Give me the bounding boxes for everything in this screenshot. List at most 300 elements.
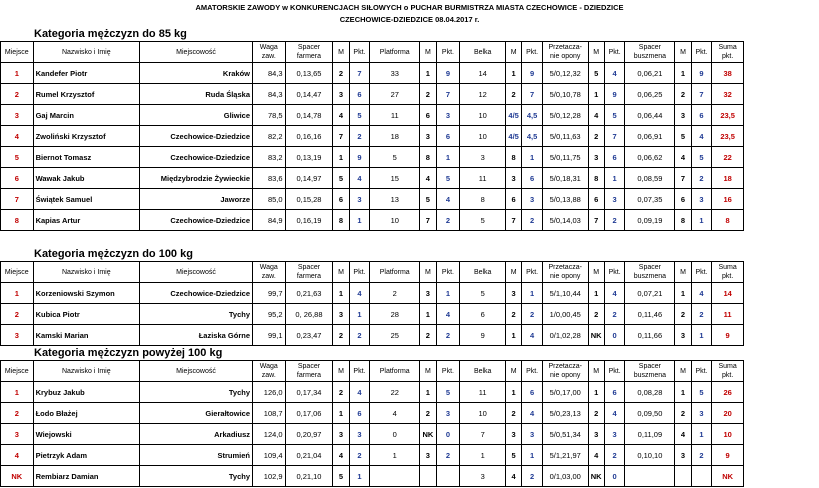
cell-weight: 126,0 (253, 382, 286, 403)
cell-m5: 5 (675, 126, 691, 147)
cell-weight: 84,3 (253, 84, 286, 105)
cell-m1: 3 (333, 304, 349, 325)
cell-city: Gierałtowice (140, 403, 253, 424)
cell-name: Kubica Piotr (33, 304, 139, 325)
cell-weight: 95,2 (253, 304, 286, 325)
cell-m3: 4/5 (506, 105, 522, 126)
cell-pts4: 4 (604, 283, 625, 304)
column-header-pts4: Pkt. (604, 361, 625, 382)
cell-tire-flip: 5/0,14,03 (542, 210, 588, 231)
column-header-pts3: Pkt. (522, 262, 543, 283)
cell-name: Świątek Samuel (33, 189, 139, 210)
cell-name: Zwoliński Krzysztof (33, 126, 139, 147)
cell-name: Kamski Marian (33, 325, 139, 346)
cell-pts5: 2 (691, 168, 712, 189)
column-header-m5: M (675, 262, 691, 283)
cell-pts4: 3 (604, 189, 625, 210)
cell-m4: 1 (588, 382, 604, 403)
cell-bar: 12 (460, 84, 506, 105)
cell-pts1: 4 (349, 168, 370, 189)
cell-m3: 1 (506, 63, 522, 84)
table-row (1, 403, 744, 424)
cell-bar: 3 (460, 147, 506, 168)
cell-bushman-walk: 0,11,09 (625, 424, 675, 445)
cell-m1: 7 (333, 126, 349, 147)
cell-pts3: 2 (522, 466, 543, 487)
cell-total: 20 (712, 403, 744, 424)
cell-m3: 3 (506, 168, 522, 189)
cell-tire-flip: 5/0,12,32 (542, 63, 588, 84)
cell-weight: 83,2 (253, 147, 286, 168)
cell-name: Gaj Marcin (33, 105, 139, 126)
cell-pts5: 5 (691, 382, 712, 403)
results-table-over100 (0, 360, 744, 487)
cell-pts4: 0 (604, 466, 625, 487)
cell-platform: 33 (370, 63, 420, 84)
column-header-platform: Platforma (370, 262, 420, 283)
cell-place: 2 (1, 403, 34, 424)
cell-tire-flip: 5/0,11,75 (542, 147, 588, 168)
cell-platform: 27 (370, 84, 420, 105)
cell-m3: 3 (506, 283, 522, 304)
column-header-m3: M (506, 361, 522, 382)
cell-city: Kraków (140, 63, 253, 84)
cell-m5: 6 (675, 189, 691, 210)
cell-m3: 2 (506, 304, 522, 325)
cell-pts1: 3 (349, 424, 370, 445)
cell-platform: 2 (370, 283, 420, 304)
cell-pts3: 4,5 (522, 105, 543, 126)
cell-pts2: 3 (436, 105, 460, 126)
cell-total: 32 (712, 84, 744, 105)
table-row (1, 126, 744, 147)
cell-pts5: 7 (691, 84, 712, 105)
cell-m2: 8 (420, 147, 436, 168)
category-title-100: Kategoria mężczyzn do 100 kg (34, 248, 193, 260)
column-header-m3: M (506, 42, 522, 63)
column-header-total: Suma pkt. (712, 361, 744, 382)
cell-pts3: 2 (522, 210, 543, 231)
cell-m2: 4 (420, 168, 436, 189)
cell-place: 1 (1, 382, 34, 403)
cell-m5: 2 (675, 304, 691, 325)
cell-total: 23,5 (712, 126, 744, 147)
cell-name: Kapias Artur (33, 210, 139, 231)
table-row (1, 382, 744, 403)
cell-place: 7 (1, 189, 34, 210)
cell-pts1: 2 (349, 126, 370, 147)
cell-name: Rembiarz Damian (33, 466, 139, 487)
cell-pts1: 1 (349, 304, 370, 325)
cell-farmer-walk: 0,23,47 (285, 325, 333, 346)
column-header-tire-flip: Przetacza-nie opony (542, 262, 588, 283)
cell-weight: 78,5 (253, 105, 286, 126)
results-table-100 (0, 261, 744, 346)
table-header-row (1, 262, 744, 283)
cell-m4: 3 (588, 147, 604, 168)
column-header-bar: Belka (460, 262, 506, 283)
cell-place: 1 (1, 283, 34, 304)
cell-tire-flip: 5/0,10,78 (542, 84, 588, 105)
cell-m4: NK (588, 466, 604, 487)
cell-bushman-walk: 0,06,25 (625, 84, 675, 105)
cell-bar: 10 (460, 403, 506, 424)
cell-weight: 82,2 (253, 126, 286, 147)
cell-m1: 1 (333, 147, 349, 168)
column-header-m1: M (333, 361, 349, 382)
cell-city: Ruda Śląska (140, 84, 253, 105)
column-header-farmer-walk: Spacer farmera (285, 42, 333, 63)
cell-place: NK (1, 466, 34, 487)
cell-m2: NK (420, 424, 436, 445)
table-row (1, 445, 744, 466)
cell-m2: 6 (420, 105, 436, 126)
cell-total: 14 (712, 283, 744, 304)
table-row (1, 325, 744, 346)
cell-pts5: 5 (691, 147, 712, 168)
cell-weight: 84,9 (253, 210, 286, 231)
cell-m3: 4/5 (506, 126, 522, 147)
cell-farmer-walk: 0, 26,88 (285, 304, 333, 325)
column-header-pts3: Pkt. (522, 42, 543, 63)
cell-bushman-walk: 0,11,66 (625, 325, 675, 346)
cell-pts4: 3 (604, 424, 625, 445)
cell-platform: 11 (370, 105, 420, 126)
cell-pts1: 6 (349, 403, 370, 424)
cell-pts3: 1 (522, 445, 543, 466)
cell-farmer-walk: 0,13,65 (285, 63, 333, 84)
cell-m2: 2 (420, 84, 436, 105)
cell-pts1: 4 (349, 283, 370, 304)
table-row (1, 63, 744, 84)
column-header-place: Miejsce (1, 361, 34, 382)
column-header-m5: M (675, 42, 691, 63)
cell-pts2: 2 (436, 325, 460, 346)
table-row (1, 105, 744, 126)
cell-m4: 4 (588, 105, 604, 126)
cell-platform: 0 (370, 424, 420, 445)
cell-m5: 3 (675, 105, 691, 126)
cell-m2: 3 (420, 126, 436, 147)
column-header-m4: M (588, 42, 604, 63)
cell-weight: 83,6 (253, 168, 286, 189)
table-header-row (1, 42, 744, 63)
column-header-pts2: Pkt. (436, 361, 460, 382)
cell-weight: 85,0 (253, 189, 286, 210)
cell-bushman-walk: 0,06,62 (625, 147, 675, 168)
table-row (1, 283, 744, 304)
cell-m3: 3 (506, 424, 522, 445)
column-header-m2: M (420, 361, 436, 382)
cell-pts1: 7 (349, 63, 370, 84)
cell-pts2: 1 (436, 283, 460, 304)
cell-m4: 2 (588, 403, 604, 424)
cell-city: Arkadiusz (140, 424, 253, 445)
cell-m5: 4 (675, 147, 691, 168)
cell-m4: 4 (588, 445, 604, 466)
cell-m3: 1 (506, 325, 522, 346)
cell-pts5: 2 (691, 304, 712, 325)
cell-m2: 2 (420, 403, 436, 424)
cell-platform: 18 (370, 126, 420, 147)
cell-bar: 5 (460, 210, 506, 231)
cell-city: Tychy (140, 304, 253, 325)
cell-name: Kandefer Piotr (33, 63, 139, 84)
cell-m2: 2 (420, 325, 436, 346)
cell-pts2: 6 (436, 126, 460, 147)
cell-pts2: 9 (436, 63, 460, 84)
cell-pts3: 1 (522, 147, 543, 168)
cell-platform: 4 (370, 403, 420, 424)
cell-platform: 22 (370, 382, 420, 403)
cell-pts5: 1 (691, 424, 712, 445)
column-header-bar: Belka (460, 361, 506, 382)
cell-farmer-walk: 0,14,47 (285, 84, 333, 105)
cell-total: 11 (712, 304, 744, 325)
cell-place: 6 (1, 168, 34, 189)
cell-bar: 14 (460, 63, 506, 84)
cell-total: NK (712, 466, 744, 487)
cell-place: 1 (1, 63, 34, 84)
event-title: AMATORSKIE ZAWODY w KONKURENCJACH SIŁOWYCH o PUCHAR BURMISTRZA MIASTA CZECHOWICE - DZIEDZICE (195, 3, 624, 12)
cell-tire-flip: 5/0,51,34 (542, 424, 588, 445)
table-row (1, 147, 744, 168)
cell-m5: 3 (675, 325, 691, 346)
cell-pts1: 4 (349, 382, 370, 403)
cell-pts3: 4 (522, 403, 543, 424)
table-row (1, 210, 744, 231)
cell-m2: 3 (420, 283, 436, 304)
cell-tire-flip: 5/0,23,13 (542, 403, 588, 424)
cell-city: Czechowice-Dziedzice (140, 126, 253, 147)
cell-tire-flip: 5/0,11,63 (542, 126, 588, 147)
table-row (1, 304, 744, 325)
cell-m3: 4 (506, 466, 522, 487)
cell-farmer-walk: 0,21,63 (285, 283, 333, 304)
cell-pts4: 1 (604, 168, 625, 189)
column-header-m2: M (420, 262, 436, 283)
cell-pts4: 7 (604, 126, 625, 147)
cell-city: Czechowice-Dziedzice (140, 147, 253, 168)
cell-pts3: 1 (522, 283, 543, 304)
cell-bushman-walk: 0,07,21 (625, 283, 675, 304)
column-header-m2: M (420, 42, 436, 63)
cell-total: 23,5 (712, 105, 744, 126)
cell-m4: 3 (588, 424, 604, 445)
column-header-city: Miejscowość (140, 361, 253, 382)
cell-total: 8 (712, 210, 744, 231)
cell-m5: 1 (675, 382, 691, 403)
cell-bushman-walk: 0,06,21 (625, 63, 675, 84)
column-header-m5: M (675, 361, 691, 382)
cell-m3: 2 (506, 403, 522, 424)
cell-pts5: 2 (691, 445, 712, 466)
cell-pts3: 6 (522, 168, 543, 189)
column-header-m4: M (588, 361, 604, 382)
cell-platform: 15 (370, 168, 420, 189)
cell-bushman-walk: 0,08,28 (625, 382, 675, 403)
cell-m1: 2 (333, 63, 349, 84)
cell-pts5: 9 (691, 63, 712, 84)
cell-weight: 109,4 (253, 445, 286, 466)
cell-total: 16 (712, 189, 744, 210)
cell-total: 38 (712, 63, 744, 84)
cell-total: 26 (712, 382, 744, 403)
cell-pts3: 3 (522, 189, 543, 210)
cell-pts1: 3 (349, 189, 370, 210)
cell-m4: 7 (588, 210, 604, 231)
column-header-m3: M (506, 262, 522, 283)
cell-city: Łaziska Górne (140, 325, 253, 346)
cell-pts4: 2 (604, 304, 625, 325)
cell-weight: 99,7 (253, 283, 286, 304)
cell-bushman-walk: 0,06,44 (625, 105, 675, 126)
cell-pts4: 9 (604, 84, 625, 105)
cell-pts2 (436, 466, 460, 487)
column-header-pts1: Pkt. (349, 361, 370, 382)
event-date: CZECHOWICE-DZIEDZICE 08.04.2017 r. (339, 15, 480, 24)
table-header-row (1, 361, 744, 382)
cell-m1: 8 (333, 210, 349, 231)
cell-pts4: 4 (604, 63, 625, 84)
cell-m3: 5 (506, 445, 522, 466)
cell-place: 8 (1, 210, 34, 231)
cell-pts5: 1 (691, 325, 712, 346)
cell-pts3: 9 (522, 63, 543, 84)
cell-platform: 13 (370, 189, 420, 210)
column-header-pts5: Pkt. (691, 361, 712, 382)
cell-total: 10 (712, 424, 744, 445)
cell-m1: 5 (333, 466, 349, 487)
cell-name: Pietrzyk Adam (33, 445, 139, 466)
column-header-m1: M (333, 262, 349, 283)
cell-pts1: 2 (349, 445, 370, 466)
cell-pts4: 0 (604, 325, 625, 346)
category-title-85: Kategoria mężczyzn do 85 kg (34, 28, 187, 40)
cell-farmer-walk: 0,17,06 (285, 403, 333, 424)
cell-pts5: 1 (691, 210, 712, 231)
cell-place: 3 (1, 325, 34, 346)
cell-bar: 11 (460, 382, 506, 403)
cell-pts3: 2 (522, 304, 543, 325)
cell-city: Strumień (140, 445, 253, 466)
column-header-pts4: Pkt. (604, 262, 625, 283)
cell-total: 18 (712, 168, 744, 189)
column-header-bushman-walk: Spacer buszmena (625, 262, 675, 283)
cell-m2: 7 (420, 210, 436, 231)
column-header-place: Miejsce (1, 262, 34, 283)
cell-pts5: 3 (691, 403, 712, 424)
cell-total: 22 (712, 147, 744, 168)
cell-platform (370, 466, 420, 487)
cell-pts2: 1 (436, 147, 460, 168)
column-header-weight: Waga zaw. (253, 42, 286, 63)
cell-m3: 6 (506, 189, 522, 210)
cell-bar: 6 (460, 304, 506, 325)
cell-m5: 1 (675, 283, 691, 304)
cell-pts1: 2 (349, 325, 370, 346)
column-header-name: Nazwisko i Imię (33, 262, 139, 283)
cell-m5: 2 (675, 84, 691, 105)
cell-pts1: 1 (349, 466, 370, 487)
cell-bushman-walk: 0,10,10 (625, 445, 675, 466)
column-header-pts1: Pkt. (349, 262, 370, 283)
results-table-85 (0, 41, 744, 231)
cell-total: 9 (712, 445, 744, 466)
column-header-tire-flip: Przetacza-nie opony (542, 361, 588, 382)
cell-platform: 25 (370, 325, 420, 346)
table-row (1, 424, 744, 445)
cell-m4: 8 (588, 168, 604, 189)
cell-farmer-walk: 0,14,78 (285, 105, 333, 126)
cell-tire-flip: 0/1,02,28 (542, 325, 588, 346)
column-header-bushman-walk: Spacer buszmena (625, 42, 675, 63)
cell-pts3: 3 (522, 424, 543, 445)
cell-bar: 8 (460, 189, 506, 210)
cell-pts1: 9 (349, 147, 370, 168)
cell-name: Biernot Tomasz (33, 147, 139, 168)
table-row (1, 466, 744, 487)
cell-pts3: 4 (522, 325, 543, 346)
table-row (1, 168, 744, 189)
column-header-total: Suma pkt. (712, 262, 744, 283)
cell-m4: NK (588, 325, 604, 346)
cell-pts5: 4 (691, 283, 712, 304)
cell-bushman-walk: 0,11,46 (625, 304, 675, 325)
cell-pts2: 4 (436, 304, 460, 325)
cell-bushman-walk: 0,08,59 (625, 168, 675, 189)
cell-bar: 5 (460, 283, 506, 304)
cell-m1: 1 (333, 403, 349, 424)
column-header-platform: Platforma (370, 42, 420, 63)
cell-m3: 2 (506, 84, 522, 105)
cell-bar: 9 (460, 325, 506, 346)
cell-tire-flip: 5/0,12,28 (542, 105, 588, 126)
cell-bar: 1 (460, 445, 506, 466)
cell-m2: 3 (420, 445, 436, 466)
cell-m4: 2 (588, 304, 604, 325)
cell-place: 2 (1, 304, 34, 325)
cell-m2: 1 (420, 382, 436, 403)
cell-pts1: 1 (349, 210, 370, 231)
cell-farmer-walk: 0,21,10 (285, 466, 333, 487)
cell-platform: 1 (370, 445, 420, 466)
cell-m4: 1 (588, 283, 604, 304)
cell-pts1: 5 (349, 105, 370, 126)
cell-bushman-walk: 0,09,19 (625, 210, 675, 231)
column-header-city: Miejscowość (140, 42, 253, 63)
cell-farmer-walk: 0,17,34 (285, 382, 333, 403)
cell-pts3: 7 (522, 84, 543, 105)
cell-place: 2 (1, 84, 34, 105)
cell-platform: 10 (370, 210, 420, 231)
cell-pts2: 3 (436, 403, 460, 424)
column-header-name: Nazwisko i Imię (33, 361, 139, 382)
cell-pts1: 6 (349, 84, 370, 105)
cell-pts5 (691, 466, 712, 487)
cell-m5 (675, 466, 691, 487)
column-header-name: Nazwisko i Imię (33, 42, 139, 63)
cell-m5: 3 (675, 445, 691, 466)
column-header-place: Miejsce (1, 42, 34, 63)
cell-pts2: 7 (436, 84, 460, 105)
column-header-pts3: Pkt. (522, 361, 543, 382)
cell-bushman-walk: 0,06,91 (625, 126, 675, 147)
cell-m2: 5 (420, 189, 436, 210)
cell-tire-flip: 5/0,17,00 (542, 382, 588, 403)
cell-city: Międzybrodzie Żywieckie (140, 168, 253, 189)
cell-name: Łodo Błażej (33, 403, 139, 424)
